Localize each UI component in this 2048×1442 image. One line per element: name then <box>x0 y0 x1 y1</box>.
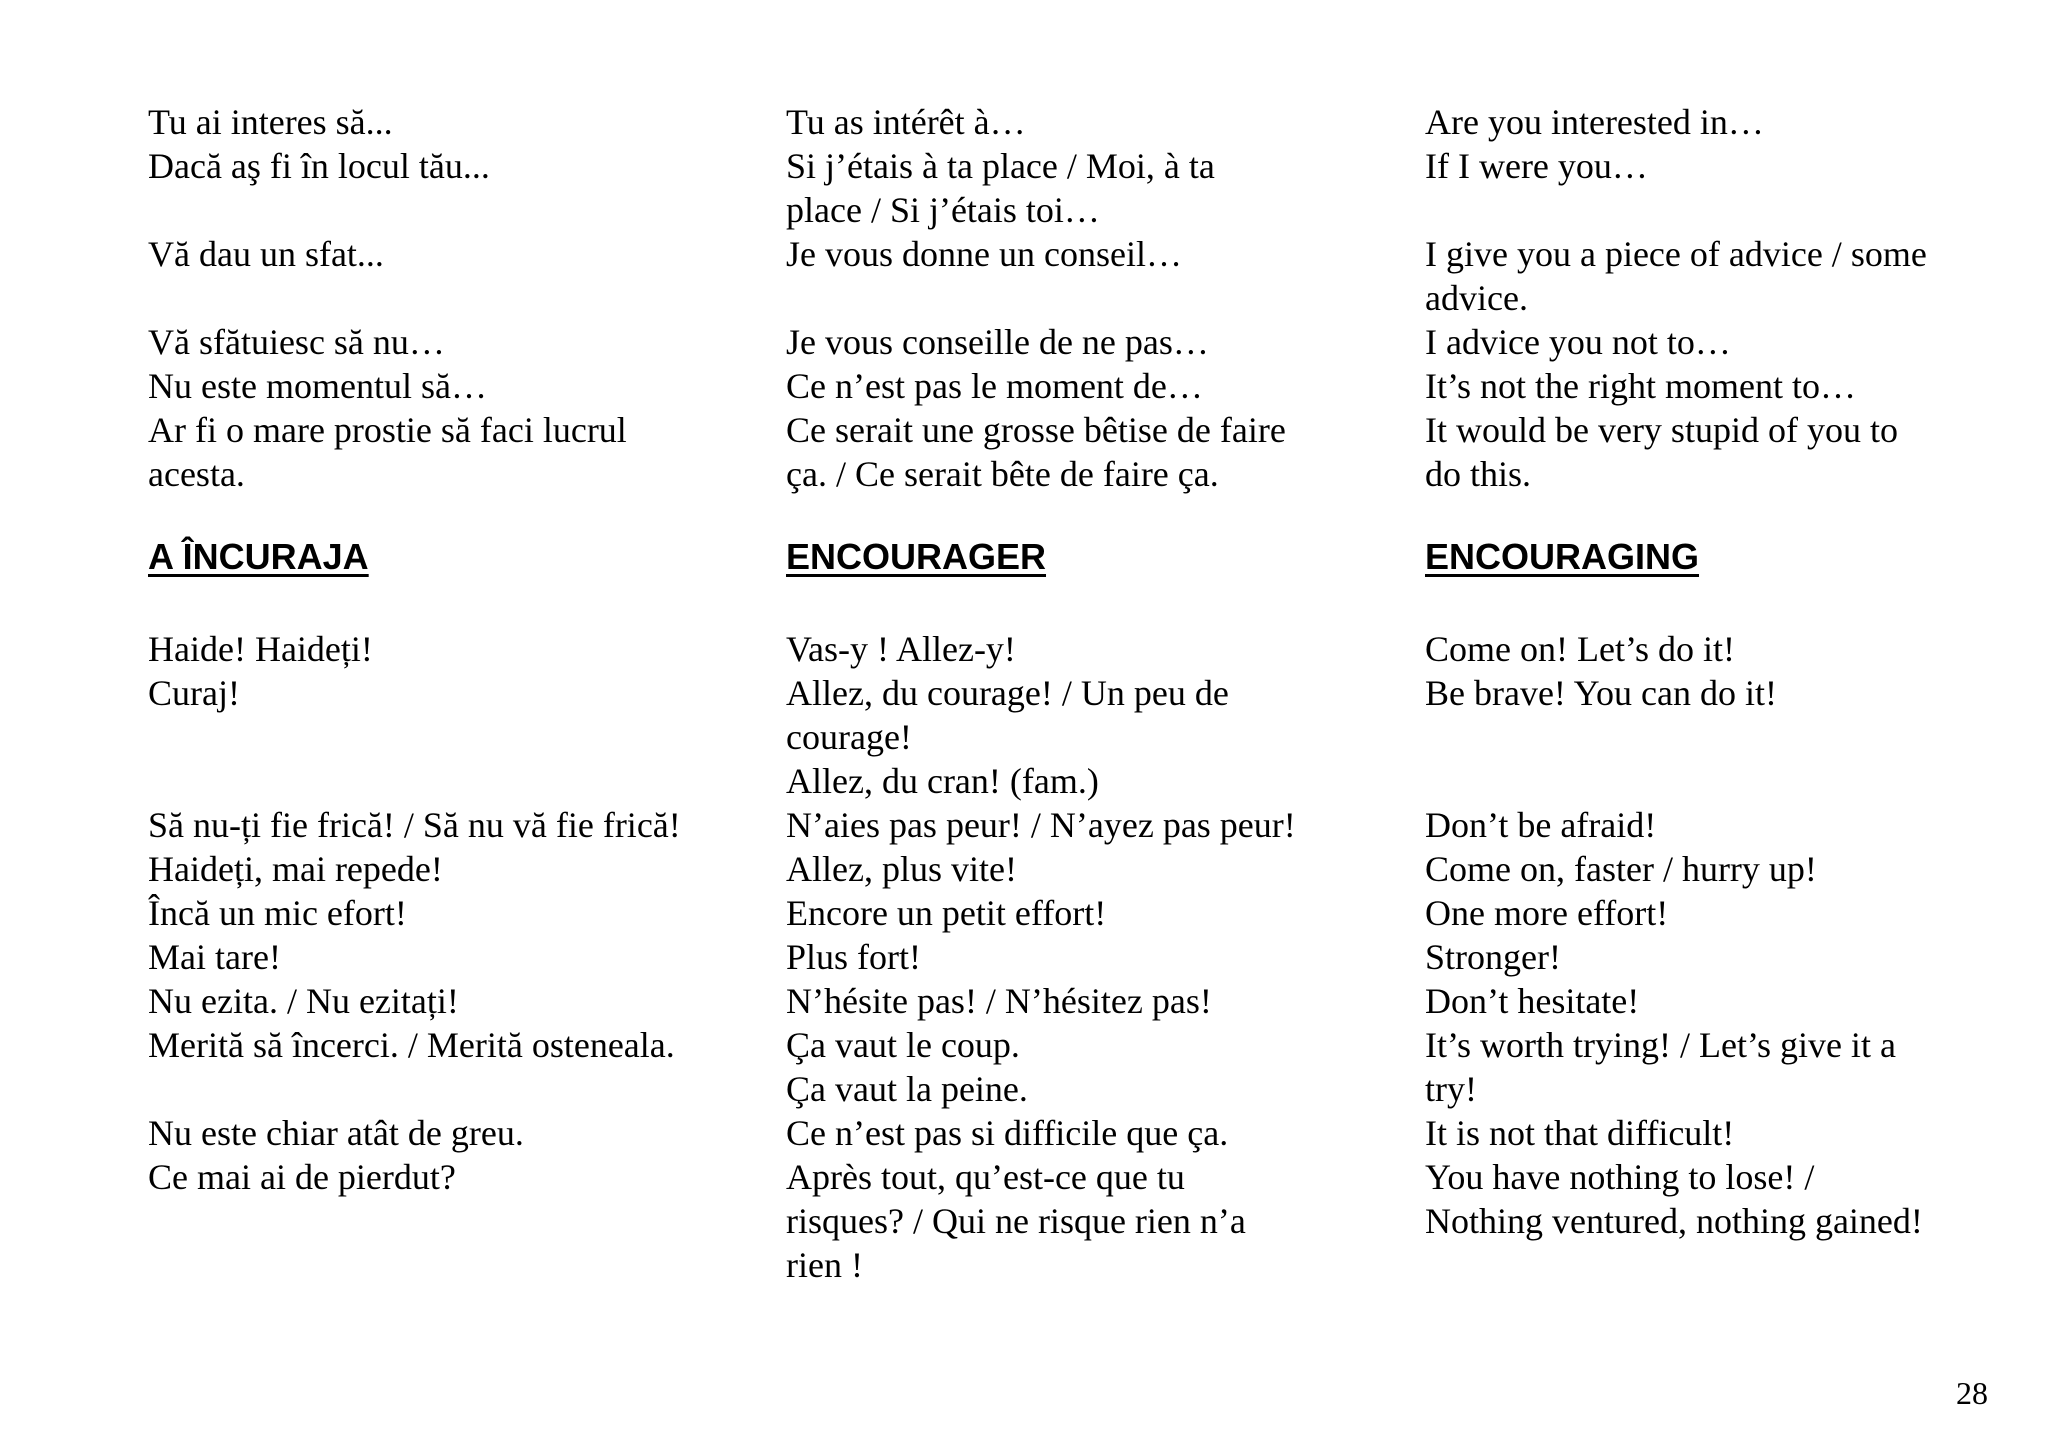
romanian-advice-line: Dacă aş fi în locul tău... <box>148 146 490 186</box>
page-number: 28 <box>1956 1375 1988 1411</box>
english-encourage-line: Be brave! You can do it! <box>1425 673 1777 713</box>
french-advice-line: Ce serait une grosse bêtise de faire <box>786 410 1286 450</box>
french-encourage-line: Ça vaut le coup. <box>786 1025 1020 1065</box>
english-encourage-line: Don’t be afraid! <box>1425 805 1657 845</box>
english-encourage-line: try! <box>1425 1069 1477 1109</box>
french-encourage-line: Allez, du cran! (fam.) <box>786 761 1099 801</box>
french-advice-line: Tu as intérêt à… <box>786 102 1026 142</box>
romanian-advice-line: Vă sfătuiesc să nu… <box>148 322 445 362</box>
french-encourage-line: N’hésite pas! / N’hésitez pas! <box>786 981 1212 1021</box>
french-encourage-line: courage! <box>786 717 912 757</box>
english-encourage-line: One more effort! <box>1425 893 1669 933</box>
english-encourage-line: It’s worth trying! / Let’s give it a <box>1425 1025 1896 1065</box>
english-encourage-line: Stronger! <box>1425 937 1561 977</box>
french-encourage-line: Vas-y ! Allez-y! <box>786 629 1016 669</box>
french-encourage-line: Ça vaut la peine. <box>786 1069 1028 1109</box>
romanian-encourage-line: Mai tare! <box>148 937 281 977</box>
romanian-section-heading: A ÎNCURAJA <box>148 536 369 577</box>
romanian-advice-line: Ar fi o mare prostie să faci lucrul <box>148 410 627 450</box>
english-advice-line: It’s not the right moment to… <box>1425 366 1856 406</box>
french-encourage-line: Allez, du courage! / Un peu de <box>786 673 1229 713</box>
french-advice-line: Je vous donne un conseil… <box>786 234 1182 274</box>
romanian-encourage-line: Curaj! <box>148 673 240 713</box>
english-advice-line: I advice you not to… <box>1425 322 1731 362</box>
french-section-heading: ENCOURAGER <box>786 536 1047 577</box>
french-encourage-line: Allez, plus vite! <box>786 849 1017 889</box>
romanian-encourage-line: Nu este chiar atât de greu. <box>148 1113 524 1153</box>
romanian-advice-line: Nu este momentul să… <box>148 366 487 406</box>
english-advice-line: advice. <box>1425 278 1528 318</box>
french-advice-line: Ce n’est pas le moment de… <box>786 366 1203 406</box>
romanian-advice-line: Tu ai interes să... <box>148 102 393 142</box>
english-advice-line: do this. <box>1425 454 1532 494</box>
french-encourage-line: risques? / Qui ne risque rien n’a <box>786 1201 1246 1241</box>
french-advice-line: Si j’étais à ta place / Moi, à ta <box>786 146 1215 186</box>
french-advice-line: place / Si j’étais toi… <box>786 190 1100 230</box>
english-advice-line: I give you a piece of advice / some <box>1425 234 1927 274</box>
romanian-encourage-line: Să nu-ți fie frică! / Să nu vă fie frică! <box>148 805 681 845</box>
english-section-heading: ENCOURAGING <box>1425 536 1700 577</box>
romanian-advice-line: acesta. <box>148 454 245 494</box>
english-advice-line: If I were you… <box>1425 146 1648 186</box>
romanian-advice-line: Vă dau un sfat... <box>148 234 384 274</box>
english-encourage-line: You have nothing to lose! / <box>1425 1157 1815 1197</box>
english-encourage-line: Don’t hesitate! <box>1425 981 1640 1021</box>
french-advice-line: Je vous conseille de ne pas… <box>786 322 1209 362</box>
english-advice-line: Are you interested in… <box>1425 102 1764 142</box>
french-encourage-line: Après tout, qu’est-ce que tu <box>786 1157 1185 1197</box>
romanian-encourage-line: Haide! Haideți! <box>148 629 373 669</box>
french-encourage-line: N’aies pas peur! / N’ayez pas peur! <box>786 805 1296 845</box>
english-encourage-line: Nothing ventured, nothing gained! <box>1425 1201 1923 1241</box>
english-encourage-line: Come on, faster / hurry up! <box>1425 849 1817 889</box>
french-encourage-line: Plus fort! <box>786 937 921 977</box>
romanian-encourage-line: Merită să încerci. / Merită osteneala. <box>148 1025 675 1065</box>
english-encourage-line: Come on! Let’s do it! <box>1425 629 1735 669</box>
french-encourage-line: Ce n’est pas si difficile que ça. <box>786 1113 1229 1153</box>
romanian-encourage-line: Haideți, mai repede! <box>148 849 443 889</box>
french-encourage-line: rien ! <box>786 1245 863 1285</box>
romanian-encourage-line: Ce mai ai de pierdut? <box>148 1157 456 1197</box>
english-advice-line: It would be very stupid of you to <box>1425 410 1898 450</box>
romanian-encourage-line: Nu ezita. / Nu ezitați! <box>148 981 459 1021</box>
english-encourage-line: It is not that difficult! <box>1425 1113 1735 1153</box>
french-encourage-line: Encore un petit effort! <box>786 893 1107 933</box>
french-advice-line: ça. / Ce serait bête de faire ça. <box>786 454 1219 494</box>
romanian-encourage-line: Încă un mic efort! <box>148 893 407 933</box>
